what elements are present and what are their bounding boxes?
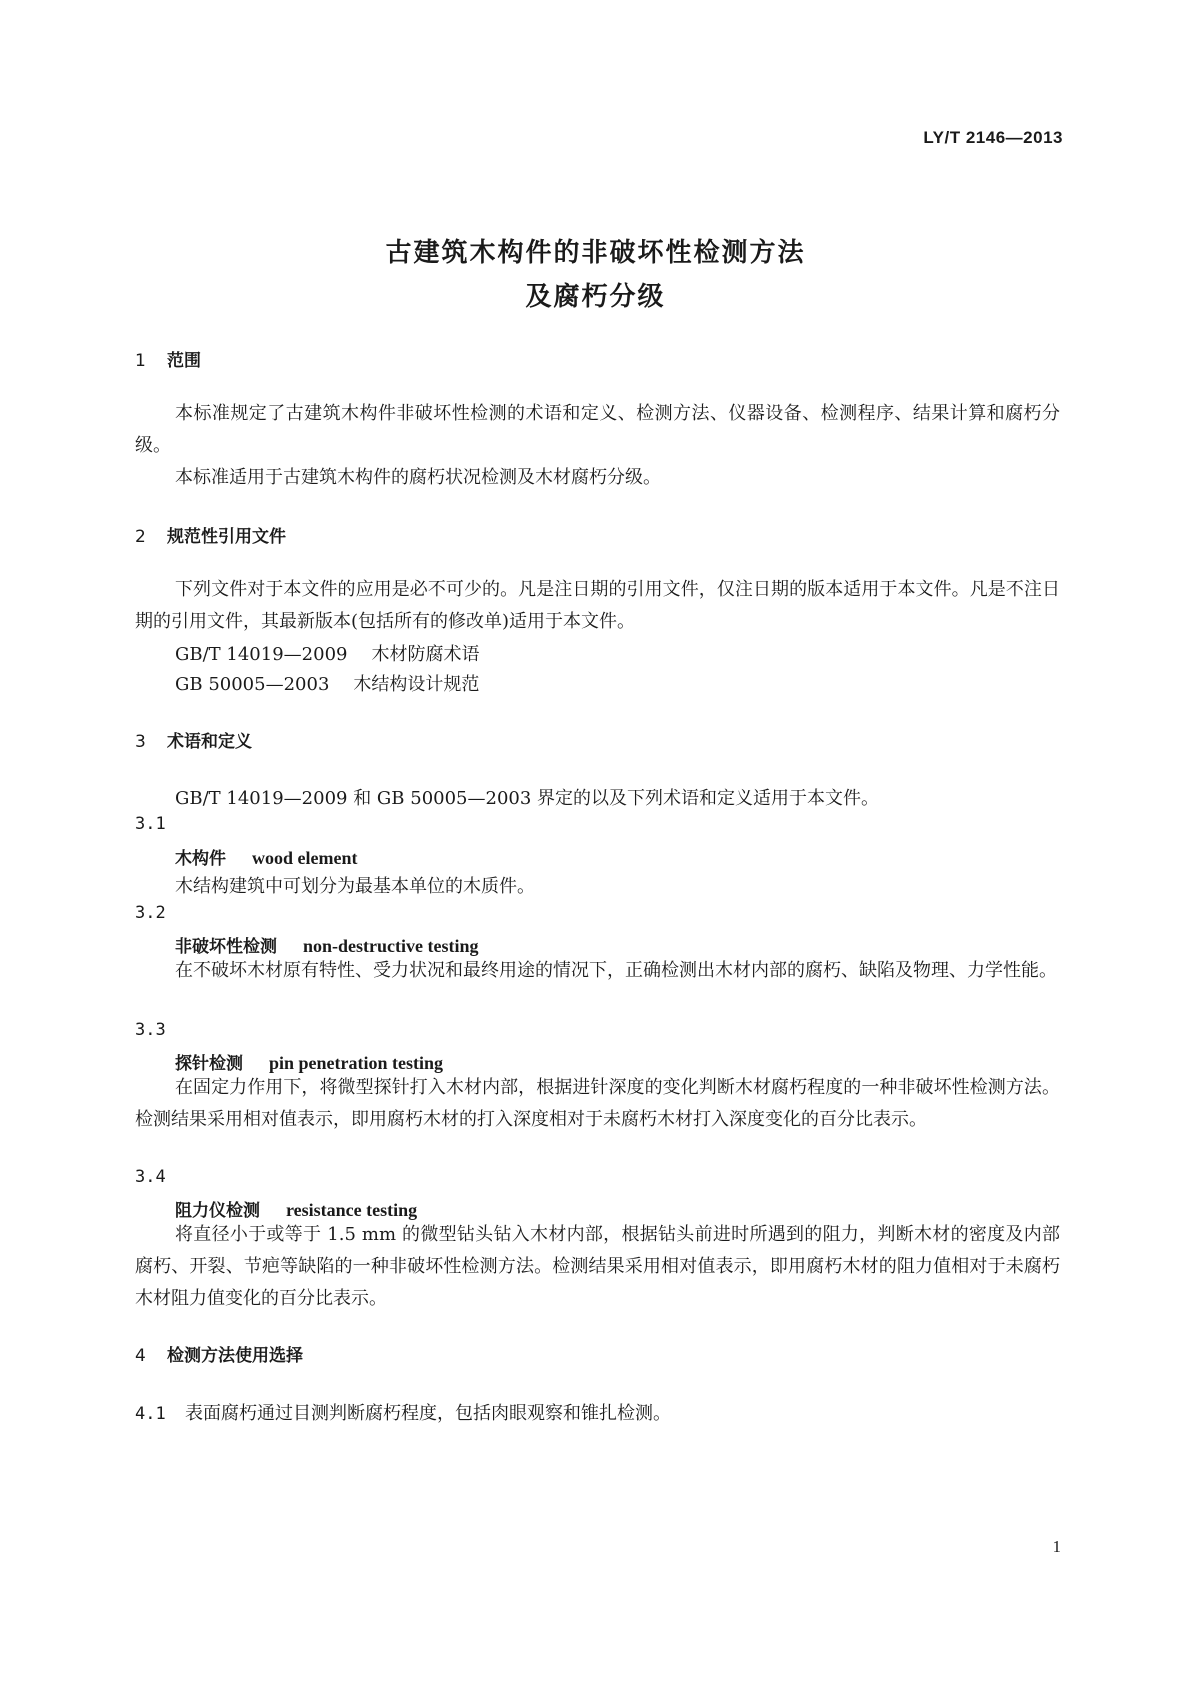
reference-item — [175, 640, 479, 666]
section-number: 1 — [135, 351, 146, 371]
section-1-paragraph-2: 本标准适用于古建筑木构件的腐朽状况检测及木材腐朽分级。 — [175, 467, 661, 488]
section-1-paragraph-1: 本标准规定了古建筑木构件非破坏性检测的术语和定义、检测方法、仪器设备、检测程序、结果计算和腐朽分级。 — [135, 403, 1060, 456]
reference-name: 木结构设计规范 — [353, 674, 480, 695]
section-number: 2 — [135, 527, 146, 547]
term-definition: 将直径小于或等于 1.5 mm 的微型钻头钻入木材内部，根据钻头前进时所遇到的阻力，判断木材的密度及内部腐朽、开裂、节疤等缺陷的一种非破坏性检测方法。检测结果采用相对值表示，即用腐朽木材的阻力值相对于未腐朽木材阻力值变化的百分比表示。 — [135, 1224, 1060, 1309]
reference-item — [175, 670, 479, 696]
term-zh: 探针检测 — [175, 1054, 243, 1074]
section-number: 3 — [135, 732, 146, 752]
clause-number: 4.1 — [135, 1404, 166, 1424]
term-zh: 木构件 — [175, 849, 226, 869]
clause-number: 3.2 — [135, 903, 166, 923]
section-title: 检测方法使用选择 — [167, 1346, 303, 1366]
section-3-heading — [135, 727, 252, 752]
page-number: 1 — [1052, 1537, 1061, 1556]
reference-name: 木材防腐术语 — [371, 644, 480, 665]
term-definition: 木结构建筑中可划分为最基本单位的木质件。 — [175, 876, 535, 897]
term-zh: 非破坏性检测 — [175, 937, 277, 957]
section-2-paragraph-1: 下列文件对于本文件的应用是必不可少的。凡是注日期的引用文件，仅注日期的版本适用于本文件。凡是不注日期的引用文件，其最新版本(包括所有的修改单)适用于本文件。 — [135, 579, 1060, 632]
term-heading — [175, 1049, 443, 1074]
term-definition: 在不破坏木材原有特性、受力状况和最终用途的情况下，正确检测出木材内部的腐朽、缺陷及物理、力学性能。 — [175, 960, 1057, 981]
document-title-line-1: 古建筑木构件的非破坏性检测方法 — [385, 238, 806, 268]
clause-text: 表面腐朽通过目测判断腐朽程度，包括肉眼观察和锥扎检测。 — [185, 1403, 671, 1424]
reference-code: GB/T 14019—2009 — [175, 644, 348, 665]
term-en: resistance testing — [286, 1200, 418, 1220]
document-title-line-2: 及腐朽分级 — [525, 282, 666, 312]
clause-number: 3.1 — [135, 814, 166, 834]
term-definition: 在固定力作用下，将微型探针打入木材内部，根据进针深度的变化判断木材腐朽程度的一种非破坏性检测方法。检测结果采用相对值表示，即用腐朽木材的打入深度相对于未腐朽木材打入深度变化的百分比表示。 — [135, 1077, 1060, 1130]
clause-number: 3.3 — [135, 1020, 166, 1040]
term-heading — [175, 844, 357, 869]
section-title: 规范性引用文件 — [167, 527, 286, 547]
clause-number: 3.4 — [135, 1167, 166, 1187]
section-number: 4 — [135, 1346, 146, 1366]
term-zh: 阻力仪检测 — [175, 1201, 260, 1221]
term-heading — [175, 1196, 417, 1221]
term-en: non-destructive testing — [303, 936, 479, 956]
section-1-heading — [135, 346, 201, 371]
section-title: 术语和定义 — [167, 732, 252, 752]
reference-code: GB 50005—2003 — [175, 674, 330, 695]
term-en: pin penetration testing — [269, 1053, 444, 1073]
term-en: wood element — [252, 848, 358, 868]
standard-number: LY/T 2146—2013 — [923, 128, 1063, 147]
term-heading — [175, 932, 478, 957]
clause-4-1 — [135, 1399, 671, 1425]
section-2-heading — [135, 522, 286, 547]
section-4-heading — [135, 1341, 303, 1366]
section-title: 范围 — [167, 351, 201, 371]
section-3-intro: GB/T 14019—2009 和 GB 50005—2003 界定的以及下列术语和定义适用于本文件。 — [175, 788, 880, 809]
